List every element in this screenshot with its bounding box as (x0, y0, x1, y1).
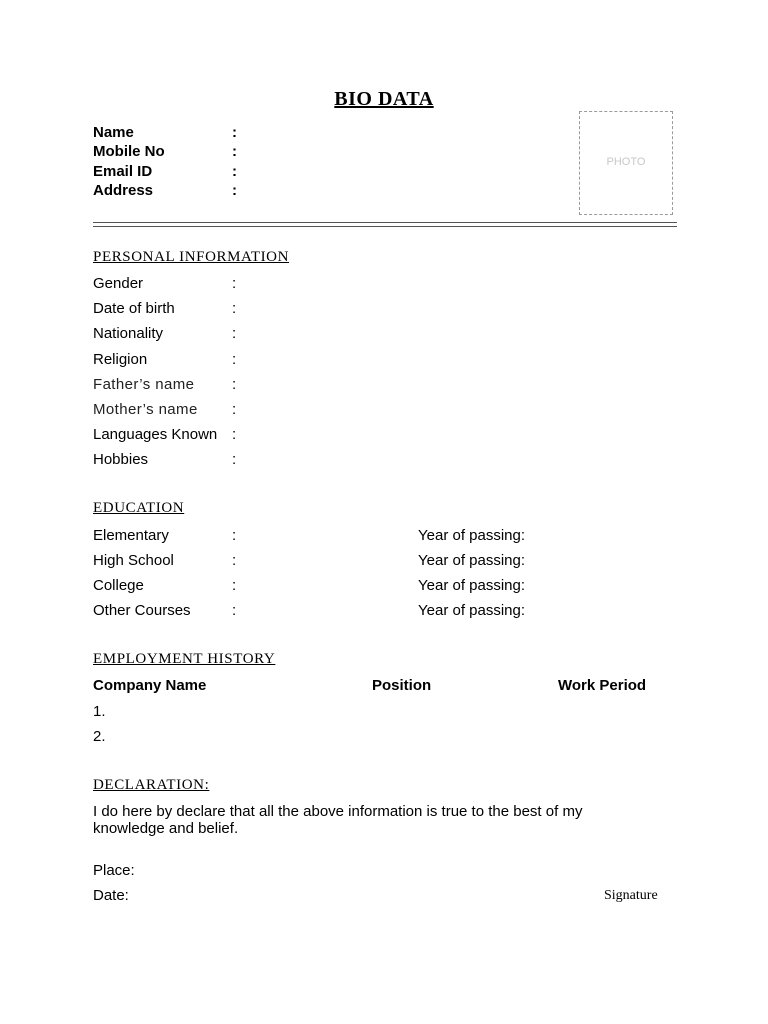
name-label: Name (93, 124, 134, 141)
religion-colon: : (232, 351, 237, 368)
email-colon: : (232, 163, 237, 180)
address-label: Address (93, 182, 154, 199)
nationality-label: Nationality (93, 325, 164, 342)
father-name-colon: : (232, 376, 237, 393)
hobbies-label: Hobbies (93, 451, 149, 468)
place-label: Place: (93, 862, 135, 879)
college-colon: : (232, 577, 237, 594)
other-courses-label: Other Courses (93, 602, 191, 619)
page-title: BIO DATA (334, 88, 434, 110)
photo-placeholder (579, 111, 673, 215)
college-year-label: Year of passing: (418, 577, 526, 594)
gender-label: Gender (93, 275, 144, 292)
gender-colon: : (232, 275, 237, 292)
dob-label: Date of birth (93, 300, 175, 317)
elementary-colon: : (232, 527, 237, 544)
hobbies-colon: : (232, 451, 237, 468)
dob-colon: : (232, 300, 237, 317)
employment-heading: EMPLOYMENT HISTORY (93, 651, 276, 667)
mother-name-colon: : (232, 401, 237, 418)
languages-colon: : (232, 426, 237, 443)
languages-label: Languages Known (93, 426, 218, 443)
header-divider-bottom (93, 226, 677, 227)
work-period-column: Work Period (558, 677, 647, 694)
college-label: College (93, 577, 144, 594)
personal-info-heading: PERSONAL INFORMATION (93, 249, 290, 265)
high-school-year-label: Year of passing: (418, 552, 526, 569)
signature-label: Signature (604, 888, 658, 903)
date-label: Date: (93, 887, 129, 904)
high-school-colon: : (232, 552, 237, 569)
mother-name-label: Mother’s name (93, 401, 198, 418)
education-heading: EDUCATION (93, 500, 185, 516)
declaration-text: I do here by declare that all the above information is true to the best of my knowledge and belief. (93, 803, 583, 837)
elementary-label: Elementary (93, 527, 169, 544)
employment-row-2: 2. (93, 728, 106, 745)
nationality-colon: : (232, 325, 237, 342)
company-name-column: Company Name (93, 677, 207, 694)
other-courses-colon: : (232, 602, 237, 619)
high-school-label: High School (93, 552, 174, 569)
name-colon: : (232, 124, 237, 141)
elementary-year-label: Year of passing: (418, 527, 526, 544)
photo-label: PHOTO (606, 156, 646, 168)
mobile-colon: : (232, 143, 237, 160)
position-column: Position (372, 677, 432, 694)
mobile-label: Mobile No (93, 143, 165, 160)
email-label: Email ID (93, 163, 153, 180)
employment-row-1: 1. (93, 703, 106, 720)
religion-label: Religion (93, 351, 148, 368)
other-courses-year-label: Year of passing: (418, 602, 526, 619)
father-name-label: Father’s name (93, 376, 195, 393)
header-divider-top (93, 222, 677, 223)
declaration-heading: DECLARATION: (93, 777, 210, 793)
address-colon: : (232, 182, 237, 199)
